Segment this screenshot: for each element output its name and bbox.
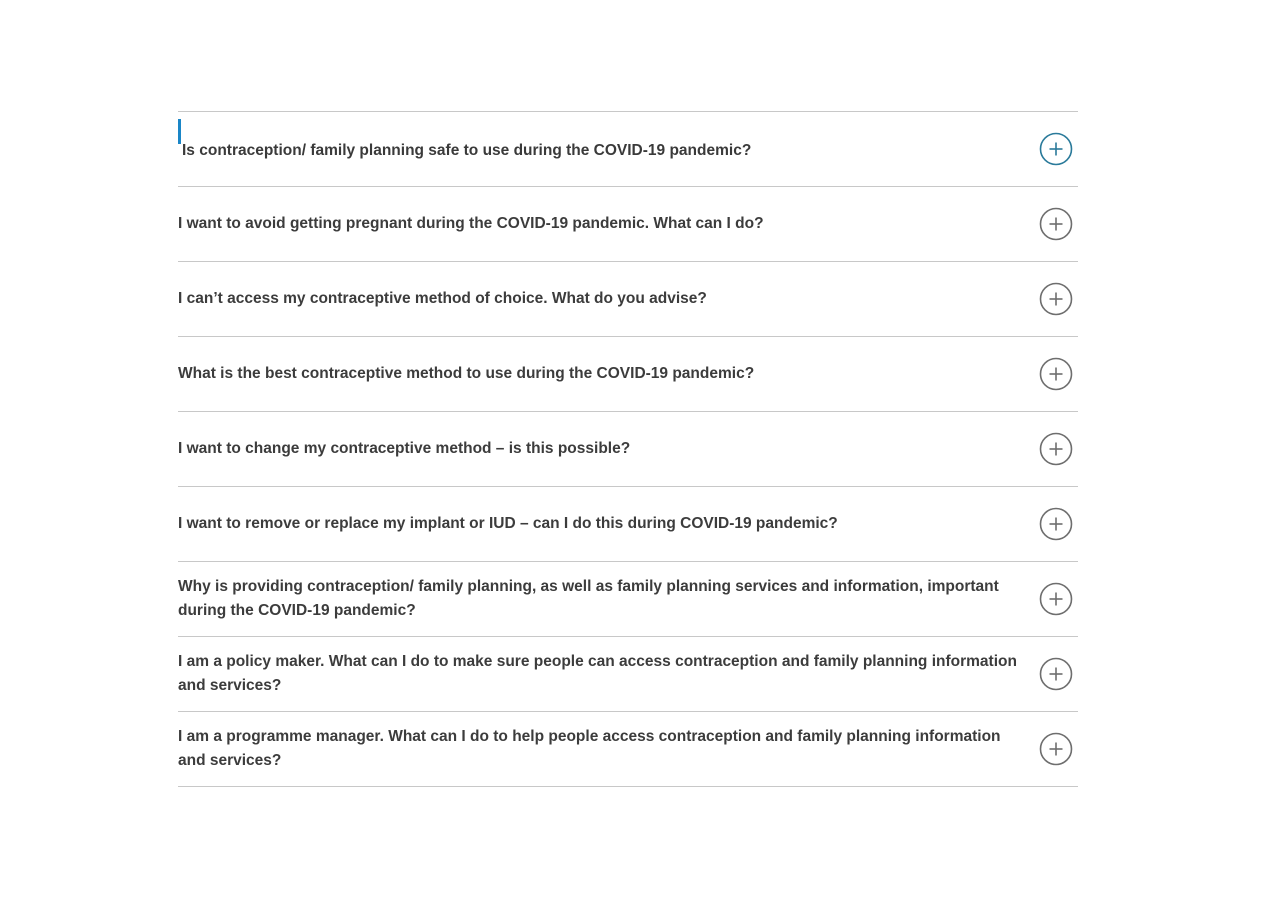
- faq-question[interactable]: I want to avoid getting pregnant during the COVID-19 pandemic. What can I do?: [178, 215, 764, 232]
- faq-question[interactable]: What is the best contraceptive method to use during the COVID-19 pandemic?: [178, 365, 755, 382]
- faq-item[interactable]: [178, 712, 1078, 787]
- faq-item[interactable]: [178, 187, 1078, 262]
- plus-circle-icon[interactable]: [1039, 357, 1073, 391]
- faq-question[interactable]: I am a policy maker. What can I do to make sure people can access contraception and family planning information and services?: [178, 653, 1017, 694]
- plus-circle-icon[interactable]: [1039, 732, 1073, 766]
- faq-item[interactable]: [178, 637, 1078, 712]
- plus-circle-icon[interactable]: [1039, 432, 1073, 466]
- plus-circle-icon[interactable]: [1039, 207, 1073, 241]
- faq-question[interactable]: I am a programme manager. What can I do to help people access contraception and family planning information and services?: [178, 728, 1001, 769]
- faq-question[interactable]: Why is providing contraception/ family planning, as well as family planning services and information, important during the COVID-19 pandemic?: [178, 578, 999, 619]
- faq-item[interactable]: [178, 412, 1078, 487]
- plus-circle-icon[interactable]: [1039, 582, 1073, 616]
- plus-circle-icon[interactable]: [1039, 657, 1073, 691]
- plus-circle-icon[interactable]: [1039, 507, 1073, 541]
- plus-circle-icon[interactable]: [1039, 282, 1073, 316]
- faq-item[interactable]: [178, 262, 1078, 337]
- faq-question[interactable]: I can’t access my contraceptive method of choice. What do you advise?: [178, 290, 707, 307]
- faq-item[interactable]: [178, 487, 1078, 562]
- faq-question[interactable]: I want to remove or replace my implant or IUD – can I do this during COVID-19 pandemic?: [178, 515, 838, 532]
- plus-circle-icon[interactable]: [1039, 132, 1073, 166]
- faq-item[interactable]: [178, 112, 1078, 187]
- faq-item[interactable]: [178, 562, 1078, 637]
- faq-question[interactable]: I want to change my contraceptive method – is this possible?: [178, 440, 631, 457]
- faq-item[interactable]: [178, 337, 1078, 412]
- faq-question[interactable]: Is contraception/ family planning safe to use during the COVID-19 pandemic?: [182, 142, 752, 159]
- focus-indicator: [178, 119, 181, 144]
- faq-accordion: [178, 111, 1078, 787]
